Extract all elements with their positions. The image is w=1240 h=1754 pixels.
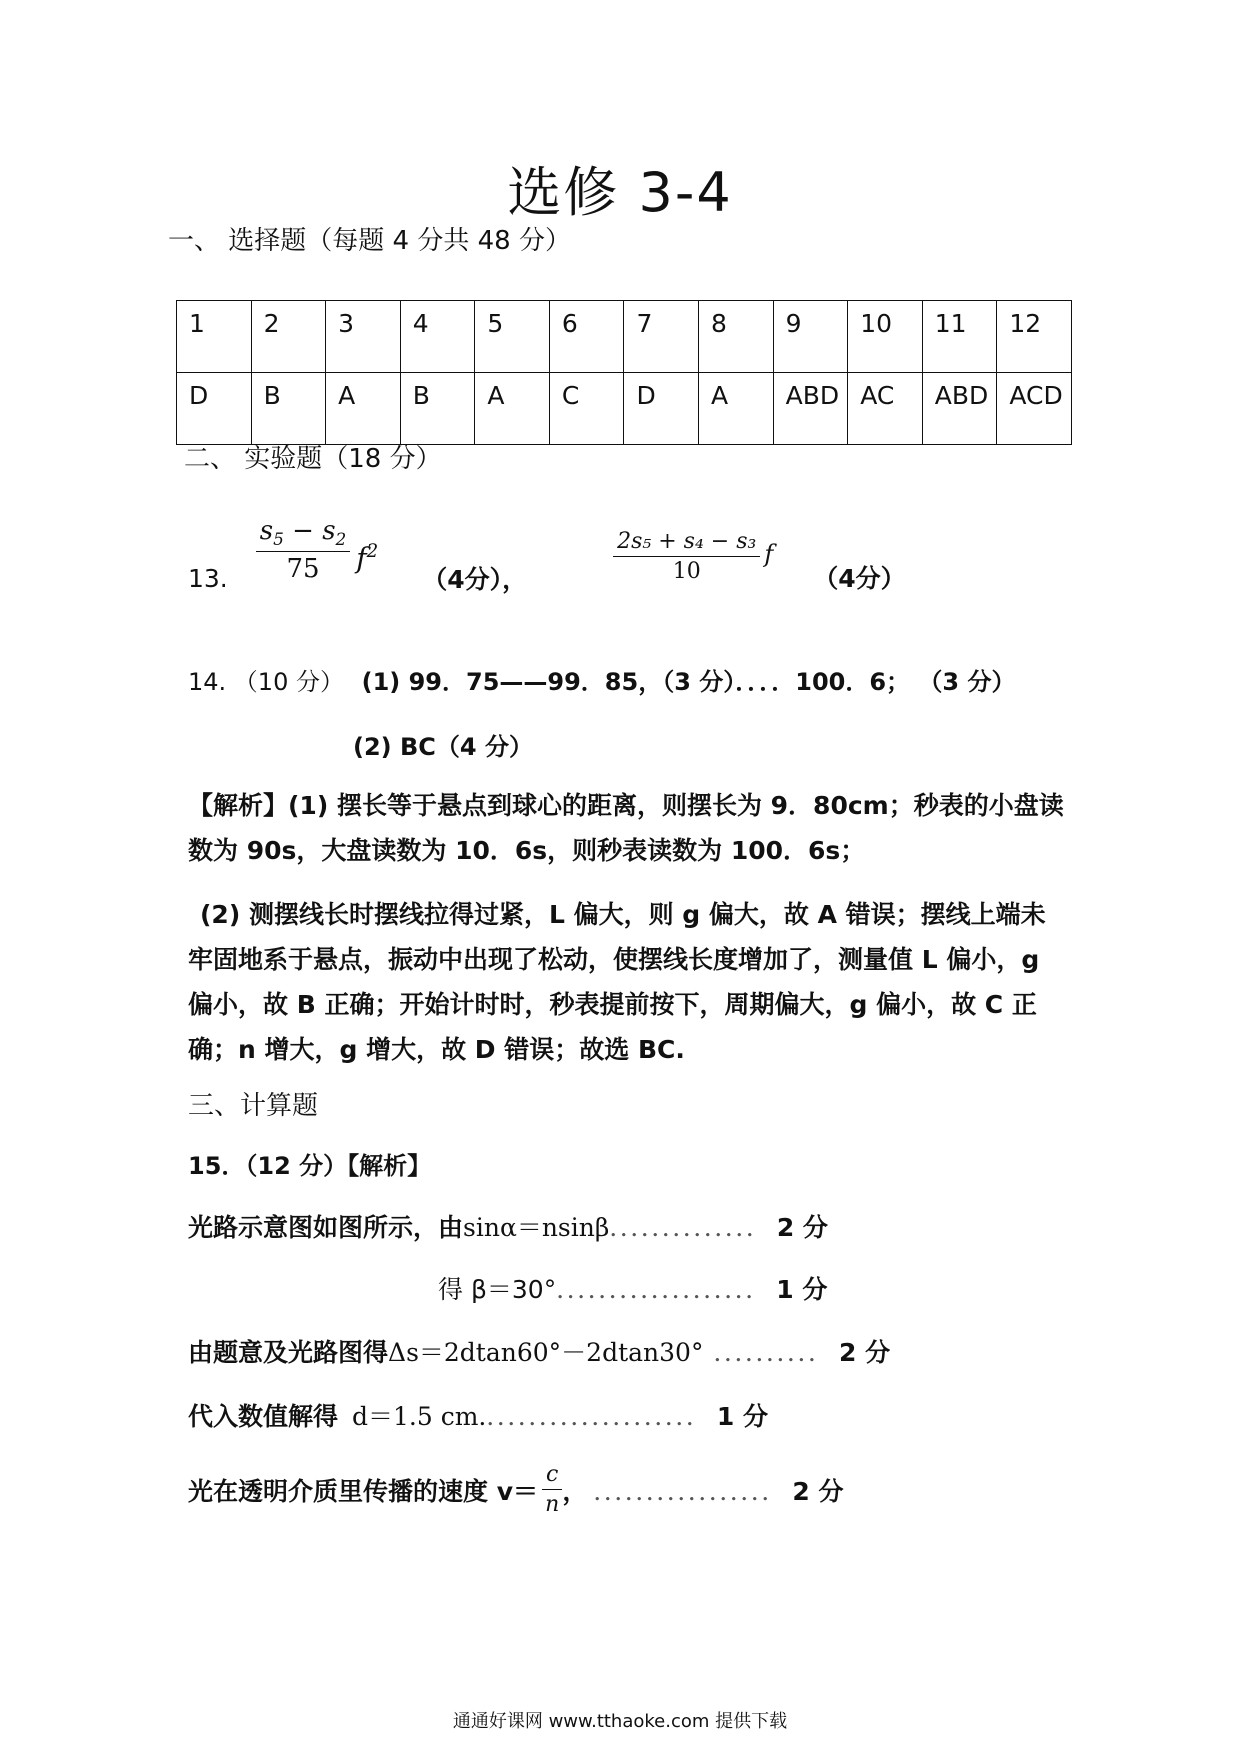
question-number-cell: 10 [848, 301, 923, 373]
answer-table [176, 300, 1072, 445]
fraction-numerator: c [542, 1462, 562, 1490]
q14-label: 14. （10 分） [188, 668, 344, 696]
answer-row [177, 373, 1072, 445]
page-title: 选修 3-4 [507, 161, 733, 224]
question-number-cell: 6 [549, 301, 624, 373]
answer-cell: ABD [922, 373, 997, 445]
q13-fraction-2 [613, 529, 760, 584]
section-1-heading: 一、 选择题（每题 4 分共 48 分） [168, 226, 571, 256]
question-number-cell: 12 [997, 301, 1072, 373]
q15-score-4: 1 分 [716, 1402, 769, 1431]
question-number-cell: 9 [773, 301, 848, 373]
q15-score-1: 2 分 [776, 1213, 828, 1242]
answer-cell: A [475, 373, 550, 445]
question-number-cell: 8 [699, 301, 774, 373]
answer-cell: A [699, 373, 774, 445]
fraction-denominator: 75 [286, 554, 320, 585]
question-number-row [177, 301, 1072, 373]
q15-line-5: 光在透明介质里传播的速度 v＝ $\frac{c}{n}$ ， ．．．．．．．．．．．．．．．．． 2 分 [188, 1462, 844, 1517]
q13-fraction-1 [256, 516, 351, 584]
leader-dots: ．．．．．．．．．．．．．．．．． [593, 1476, 785, 1506]
q13-score-1: （4分）， [422, 565, 528, 594]
q15-formula-4: d＝1.5 cm. [352, 1402, 487, 1431]
fraction-denominator: 10 [672, 558, 701, 584]
q13-variable-f: $f^2$ [356, 541, 379, 575]
answer-cell: B [251, 373, 326, 445]
leader-dots: ．．．．．．．．．．．．．． [609, 1213, 769, 1242]
q15-line-3: 由题意及光路图得Δs＝2dtan60°－2dtan30° ．．．．．．．．．． 2 分 [188, 1338, 891, 1367]
leader-dots: ．．．．．．．．．．．．．．．．．．． [556, 1275, 769, 1304]
q13-line [188, 515, 906, 600]
answer-cell: AC [848, 373, 923, 445]
leader-dots: ．．．．．．．．．．．．．．．．．．．． [486, 1402, 709, 1431]
q13-label: 13. [188, 563, 228, 593]
q15-formula-3: Δs＝2dtan60°－2dtan30° [388, 1338, 704, 1367]
q15-score-3: 2 分 [838, 1338, 891, 1367]
fraction-numerator: 2s₅ + s₄ − s₃ [613, 529, 760, 557]
question-number-cell: 11 [922, 301, 997, 373]
section-3-heading: 三、计算题 [188, 1091, 319, 1121]
q15-label: 15．（12 分）【解析】 [188, 1152, 432, 1180]
answer-cell: A [326, 373, 401, 445]
leader-dots: ．．．．．．．．．． [713, 1338, 831, 1367]
question-number-cell: 3 [326, 301, 401, 373]
q15-line-2: 得 β＝30°．．．．．．．．．．．．．．．．．．． 1 分 [438, 1275, 828, 1304]
answer-cell: C [549, 373, 624, 445]
q13-score-2: （4分） [813, 564, 906, 593]
q15-line-1: 光路示意图如图所示，由sinα＝nsinβ．．．．．．．．．．．．．． 2 分 [188, 1213, 828, 1242]
q15-score-5: 2 分 [792, 1476, 844, 1506]
answer-cell: B [400, 373, 475, 445]
answer-cell: D [624, 373, 699, 445]
question-number-cell: 5 [475, 301, 550, 373]
q14-analysis-1: 【解析】(1) 摆长等于悬点到球心的距离，则摆长为 9．80cm；秒表的小盘读数为 90s，大盘读数为 10．6s，则秒表读数为 100．6s； [188, 791, 1064, 865]
q14-analysis-2: (2) 测摆线长时摆线拉得过紧，L 偏大，则 g 偏大，故 A 错误；摆线上端未牢固地系于悬点，振动中出现了松动，使摆线长度增加了，测量值 L 偏小，g 偏小，故 B 正确；开始计时时，秒表提前按下，周期偏大，g 偏小，故 C 正确；n 增大，g 增大，故 D 错误；故选 BC. [188, 900, 1046, 1064]
footer-source: 通通好课网 www.tthaoke.com 提供下载 [452, 1711, 788, 1732]
section-2-heading: 二、 实验题（18 分） [184, 444, 442, 474]
answer-cell: ACD [997, 373, 1072, 445]
q13-variable-f2: f [764, 540, 774, 568]
q14-part-2-answer: (2) BC（4 分） [353, 733, 533, 761]
answer-cell: D [177, 373, 252, 445]
fraction-numerator: $s_5 - s_2$ [256, 516, 351, 552]
q15-score-2: 1 分 [776, 1275, 828, 1304]
answer-cell: ABD [773, 373, 848, 445]
question-number-cell: 4 [400, 301, 475, 373]
q15-fraction-c-over-n [542, 1462, 562, 1517]
question-number-cell: 7 [624, 301, 699, 373]
q14-line-1 [188, 662, 1015, 697]
fraction-denominator: n [545, 1492, 560, 1517]
question-number-cell: 2 [251, 301, 326, 373]
question-number-cell: 1 [177, 301, 252, 373]
q14-part-1-answer: (1) 99．75——99．85，（3 分）．．．．100．6； （3 分） [361, 668, 1016, 696]
q15-line-4: 代入数值解得 d＝1.5 cm.．．．．．．．．．．．．．．．．．．．． 1 分 [188, 1402, 769, 1431]
q15-formula-1: sinα＝nsinβ [463, 1213, 610, 1242]
